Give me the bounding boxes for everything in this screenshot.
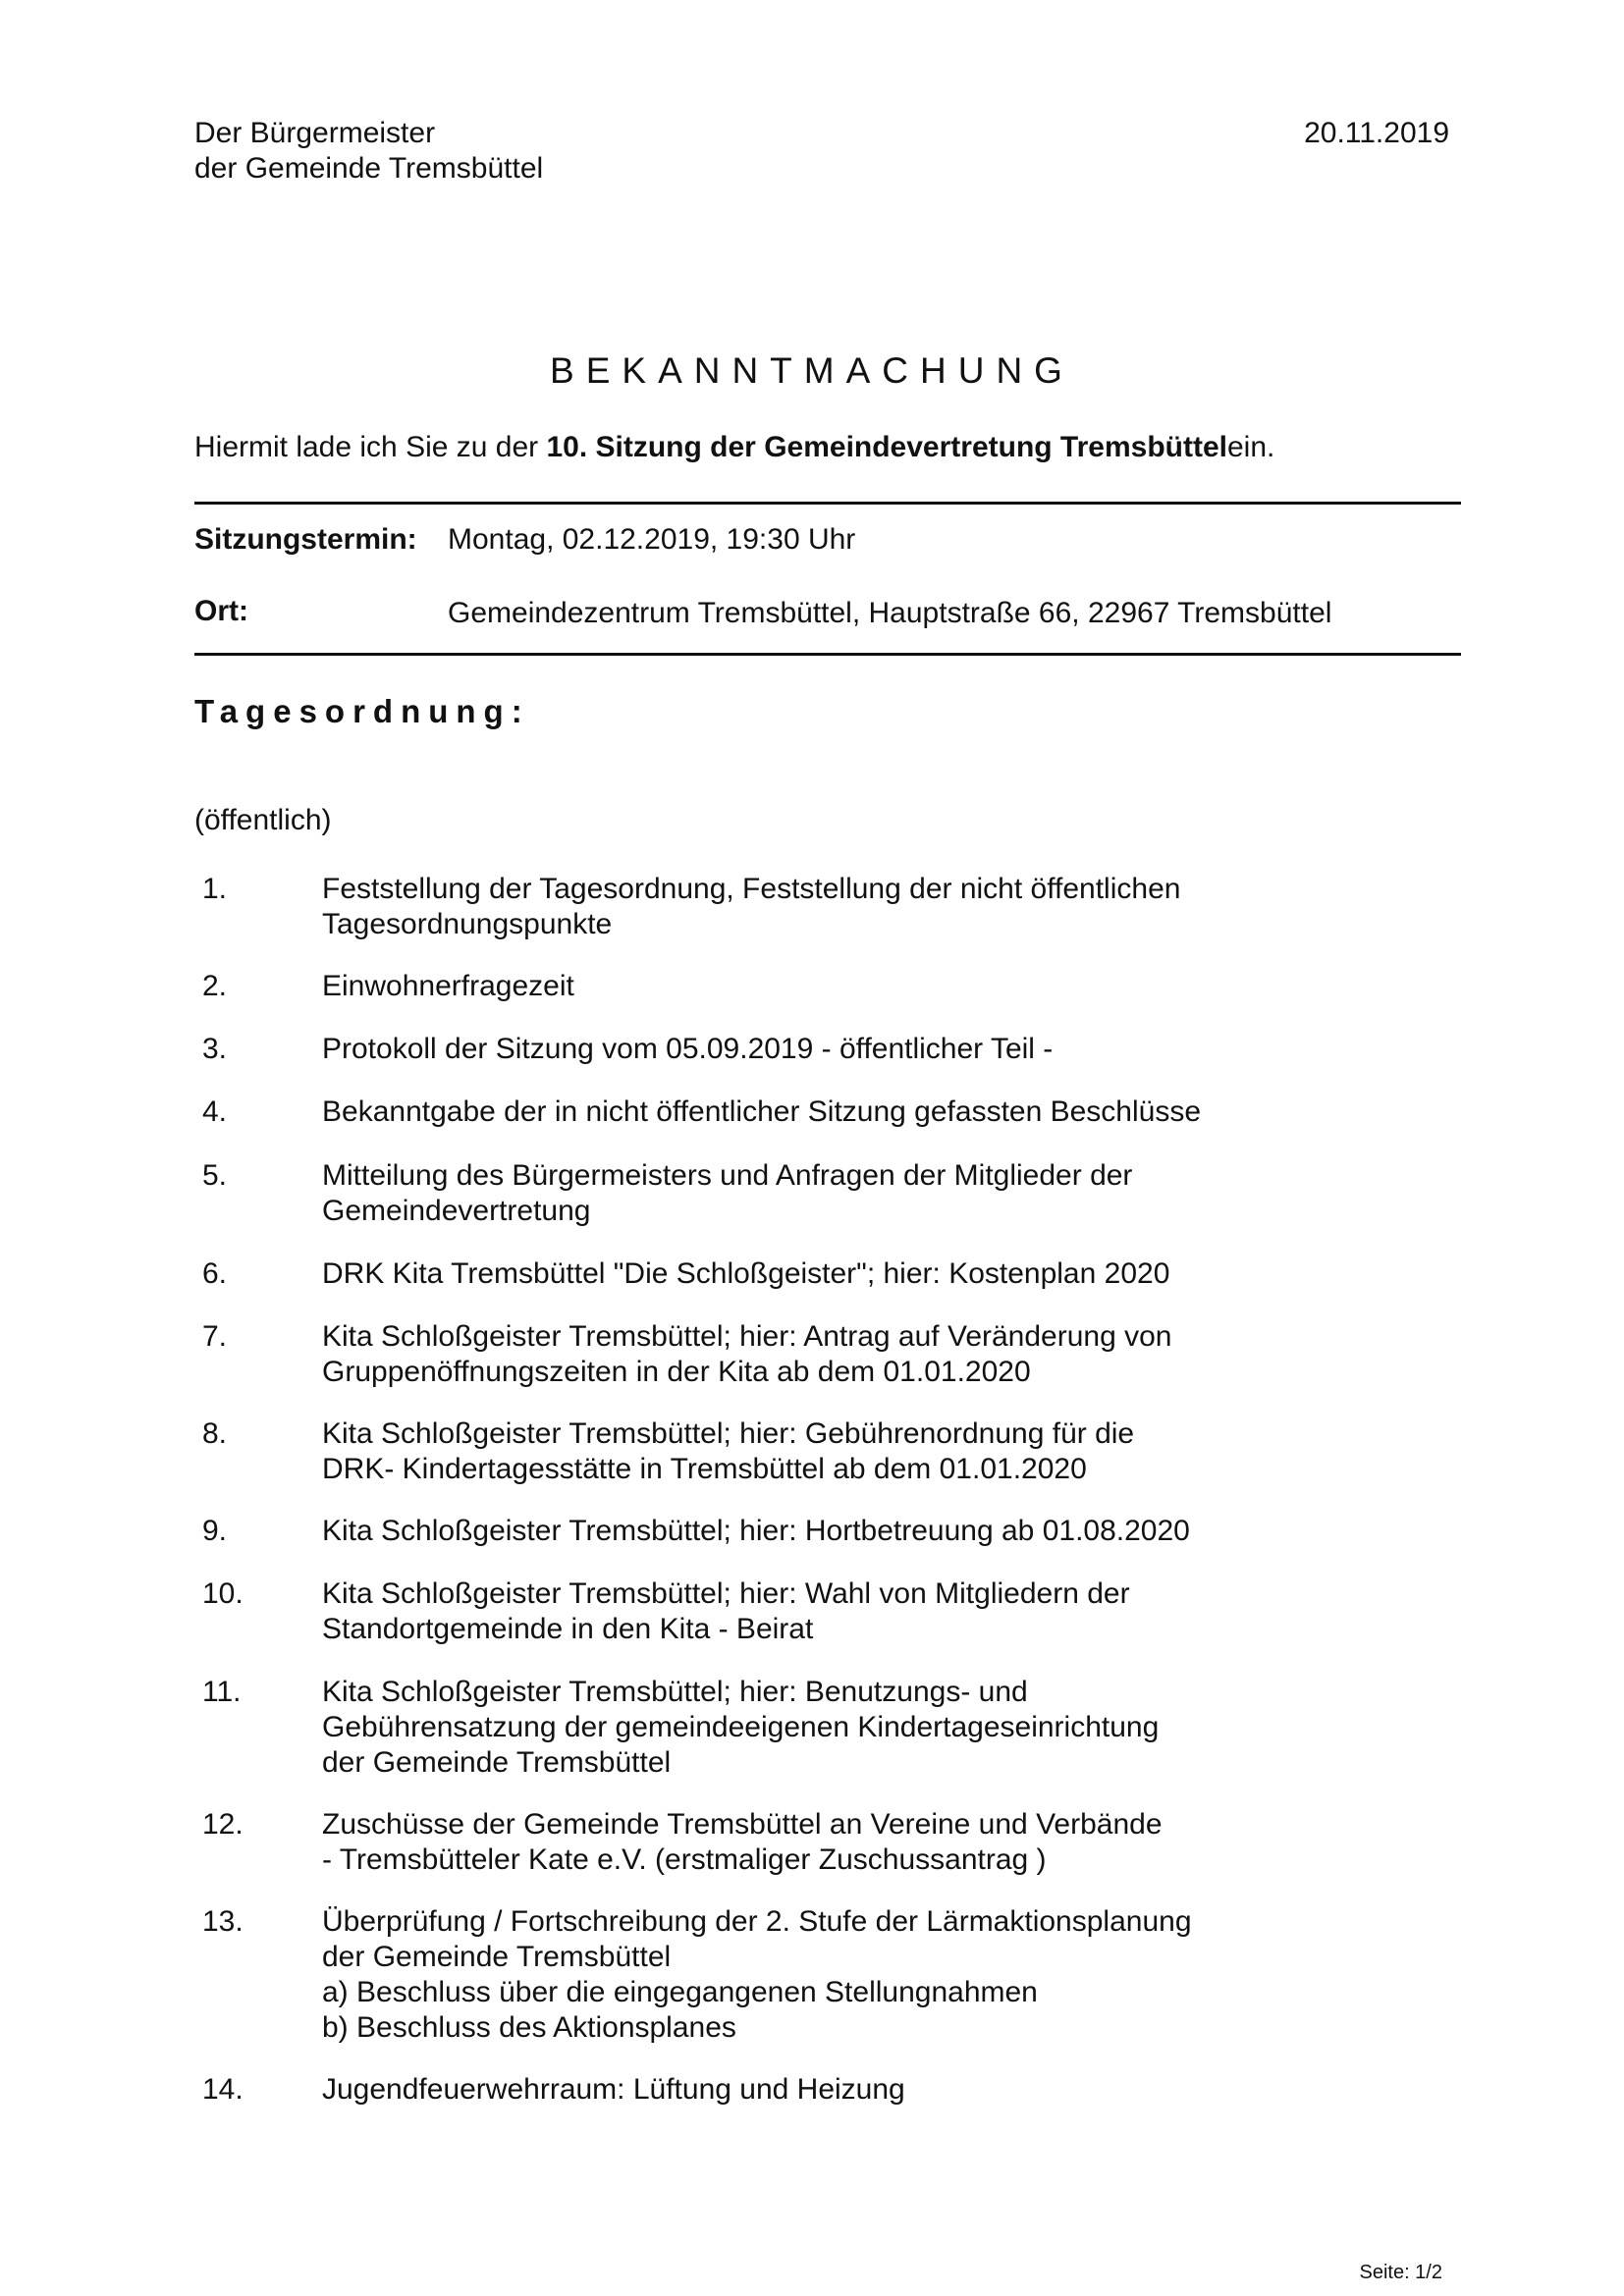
meeting-location-value: Gemeindezentrum Tremsbüttel, Hauptstraße 66, 22967 Tremsbüttel xyxy=(448,597,1332,629)
agenda-item-text: Kita Schloßgeister Tremsbüttel; hier: Wahl von Mitgliedern der Standortgemeinde in den Kita - Beirat xyxy=(322,1577,1130,1645)
intro-text-before: Hiermit lade ich Sie zu der xyxy=(194,431,547,463)
intro-meeting-name: 10. Sitzung der Gemeindevertretung Tremsbüttel xyxy=(546,431,1227,463)
agenda-item-number: 12. xyxy=(202,1808,244,1841)
agenda-section-label: (öffentlich) xyxy=(194,804,332,836)
agenda-item-number: 3. xyxy=(202,1033,228,1065)
agenda-item-text: Feststellung der Tagesordnung, Feststellung der nicht öffentlichen Tagesordnungspunkte xyxy=(322,873,1181,940)
agenda-item-number: 1. xyxy=(202,873,228,905)
agenda-title: Tagesordnung: xyxy=(194,693,530,729)
agenda-item-text: DRK Kita Tremsbüttel "Die Schloßgeister"; hier: Kostenplan 2020 xyxy=(322,1257,1170,1290)
agenda-item-text: Kita Schloßgeister Tremsbüttel; hier: Hortbetreuung ab 01.08.2020 xyxy=(322,1515,1190,1547)
agenda-item-text: Einwohnerfragezeit xyxy=(322,970,574,1002)
divider-top xyxy=(194,502,1461,505)
agenda-item-number: 4. xyxy=(202,1095,228,1128)
agenda-item-number: 8. xyxy=(202,1417,228,1450)
document-title: BEKANNTMACHUNG xyxy=(550,350,1074,391)
agenda-item-number: 2. xyxy=(202,970,228,1002)
agenda-item-text: Kita Schloßgeister Tremsbüttel; hier: Gebührenordnung für die DRK- Kindertagesstätte in Tremsbüttel ab dem 01.01.2020 xyxy=(322,1417,1135,1485)
document-date: 20.11.2019 xyxy=(1304,117,1449,149)
agenda-item-text: Überprüfung / Fortschreibung der 2. Stufe der Lärmaktionsplanung der Gemeinde Tremsbüttel a) Beschluss über die eingegangenen Stellungnahmen b) Beschluss des Aktionsplanes xyxy=(322,1905,1192,2044)
agenda-item-number: 5. xyxy=(202,1159,228,1192)
sender-block: Der Bürgermeister der Gemeinde Tremsbüttel xyxy=(194,117,544,185)
intro-paragraph xyxy=(194,430,1274,465)
agenda-item-text: Kita Schloßgeister Tremsbüttel; hier: Antrag auf Veränderung von Gruppenöffnungszeiten in der Kita ab dem 01.01.2020 xyxy=(322,1320,1172,1388)
agenda-item-number: 14. xyxy=(202,2073,244,2106)
agenda-item-text: Kita Schloßgeister Tremsbüttel; hier: Benutzungs- und Gebührensatzung der gemeindeeigenen Kindertageseinrichtung der Gemeinde Tremsbüttel xyxy=(322,1676,1160,1779)
agenda-item-number: 11. xyxy=(202,1676,242,1708)
meeting-date-label: Sitzungstermin: xyxy=(194,523,417,556)
meeting-date-value: Montag, 02.12.2019, 19:30 Uhr xyxy=(448,523,856,556)
divider-bottom xyxy=(194,653,1461,656)
agenda-item-number: 6. xyxy=(202,1257,228,1290)
agenda-item-text: Zuschüsse der Gemeinde Tremsbüttel an Vereine und Verbände - Tremsbütteler Kate e.V. (erstmaliger Zuschussantrag ) xyxy=(322,1808,1163,1876)
agenda-item-number: 10. xyxy=(202,1577,244,1610)
agenda-item-number: 9. xyxy=(202,1515,228,1547)
agenda-item-number: 13. xyxy=(202,1905,244,1938)
agenda-item-text: Jugendfeuerwehrraum: Lüftung und Heizung xyxy=(322,2073,905,2106)
agenda-item-text: Protokoll der Sitzung vom 05.09.2019 - öffentlicher Teil - xyxy=(322,1033,1054,1065)
meeting-location-label: Ort: xyxy=(194,595,248,627)
intro-text-after: ein. xyxy=(1226,431,1275,463)
agenda-item-text: Bekanntgabe der in nicht öffentlicher Sitzung gefassten Beschlüsse xyxy=(322,1095,1202,1128)
page-number: Seite: 1/2 xyxy=(1359,2262,1442,2283)
agenda-item-text: Mitteilung des Bürgermeisters und Anfragen der Mitglieder der Gemeindevertretung xyxy=(322,1159,1133,1227)
agenda-item-number: 7. xyxy=(202,1320,228,1353)
